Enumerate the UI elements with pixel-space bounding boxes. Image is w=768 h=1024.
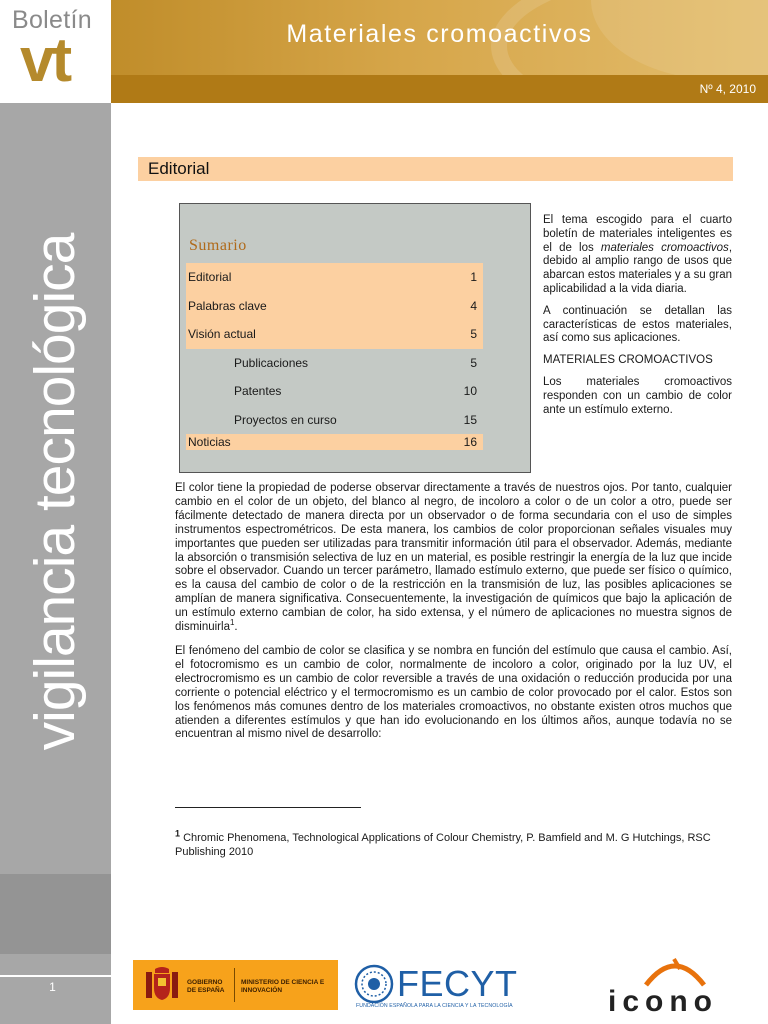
intro-text-end: , debido al amplio rango de usos que abarcan estos materiales y a su gran aplicabilidad a la vida diaria. — [543, 241, 733, 295]
body-paragraph-1 — [175, 482, 732, 635]
issue-bar — [111, 75, 768, 103]
issue-number: Nº 4, 2010 — [699, 82, 756, 96]
fecyt-logo — [354, 962, 524, 1012]
toc-page: 16 — [463, 435, 477, 449]
sidebar-vertical-title: vigilancia tecnológica — [23, 233, 87, 751]
toc-item-vision-actual[interactable] — [186, 320, 483, 349]
ministry-text: MINISTERIO DE CIENCIA E INNOVACIÓN — [241, 979, 325, 994]
page-number: 1 — [49, 980, 56, 994]
sidebar-band — [0, 874, 111, 954]
intro-paragraph — [543, 214, 732, 297]
subsection-heading: MATERIALES CROMOACTIVOS — [543, 354, 713, 367]
toc-label: Noticias — [188, 435, 231, 449]
icono-arc-icon — [640, 955, 710, 987]
toc-item-noticias[interactable] — [186, 434, 483, 450]
intro-emphasis: materiales cromoactivos — [600, 241, 729, 254]
intro-paragraph-2: A continuación se detallan las características de estos materiales, así como sus aplicaciones. — [543, 304, 732, 345]
toc-page: 10 — [463, 384, 477, 398]
toc-item-palabras-clave[interactable] — [186, 292, 483, 321]
toc-label: Visión actual — [188, 327, 256, 341]
body-paragraph-2: El fenómeno del cambio de color se clasifica y se nombra en función del estímulo que causa el cambio. Así, el fotocromismo es un cambio de color, normalmente de incoloro a color, originado por la luz UV, el electrocromismo es un cambio de color reversible a través de una oxidación o reducción producida por una corriente o potencial eléctrico y el termocromismo es un cambio de color provocado por el calor. Estos son los fenómenos más comunes dentro de los materiales cromoactivos, no obstante existen otros muchos que atienden a diferentes estímulos y que han ido evolucionando en los últimos años, aunque todavía no se encuentran al mismo nivel de desarrollo: — [175, 644, 732, 741]
table-of-contents — [186, 263, 483, 450]
footnote-divider — [175, 807, 361, 808]
definition-paragraph: Los materiales cromoactivos responden con un cambio de color ante un estímulo externo. — [543, 375, 732, 416]
section-title: Editorial — [148, 159, 210, 178]
toc-item-publicaciones[interactable] — [186, 349, 483, 378]
fecyt-seal-icon — [354, 964, 394, 1004]
toc-page: 5 — [470, 355, 477, 370]
section-heading — [138, 157, 733, 181]
boletin-vt-logo — [0, 0, 111, 103]
toc-label: Proyectos en curso — [234, 412, 337, 427]
footnote-text: Chromic Phenomena, Technological Applications of Colour Chemistry, P. Bamfield and M. G Hutchings, RSC Publishing 2010 — [175, 832, 711, 858]
fecyt-subtitle: FUNDACIÓN ESPAÑOLA PARA LA CIENCIA Y LA TECNOLOGÍA — [356, 1003, 513, 1009]
footnote-number: 1 — [175, 828, 181, 839]
toc-label: Publicaciones — [234, 355, 309, 370]
intro-text: El tema escogido para el cuarto boletín de materiales inteligentes es el de los — [543, 214, 732, 254]
fecyt-wordmark: FECYT — [397, 963, 518, 1004]
toc-page: 5 — [470, 327, 477, 341]
page-title: Materiales cromoactivos — [286, 20, 593, 48]
toc-item-patentes[interactable] — [186, 377, 483, 406]
body-text-1: El color tiene la propiedad de poderse observar directamente a través de nuestros ojos. Por tanto, cualquier cambio en el color de un objeto, del blanco al negro, de incoloro a color o de un color a otro, puede ser fácilmente detectado de manera directa por un observador o de forma secundaria con el uso de simples instrumentos espectrométricos. De esta manera, los cambios de color proporcionan señales visuales muy importantes que pueden ser utilizadas para transmitir información útil para el observador. Además, mediante la absorción o transmisión selectiva de luz en un material, es posible restringir la energía de la luz que incide sobre el observador. Cuando un tercer parámetro, llamado estímulo externo, que puede ser físico o químico, es la causa del cambio de color o de la restricción en la transmisión de luz, las posibles aplicaciones se amplían de manera significativa. Consecuentemente, la investigación de químicos que bajo la aplicación de un estímulo externo cambian de color, ha sido extensa, y el número de aplicaciones no muestra signos de disminuirla — [175, 482, 732, 634]
header-banner — [111, 0, 768, 75]
intro-column — [543, 214, 732, 425]
footnote — [175, 828, 732, 859]
toc-item-editorial[interactable] — [186, 263, 483, 292]
gobierno-espana-logo — [133, 960, 338, 1010]
sumario-box — [179, 203, 531, 473]
sumario-title: Sumario — [189, 237, 247, 254]
toc-page: 1 — [470, 270, 477, 284]
toc-page: 15 — [463, 412, 477, 427]
icono-wordmark: icono — [608, 985, 718, 1018]
logo-word: Boletín — [12, 6, 92, 34]
gov-text: GOBIERNO DE ESPAÑA — [187, 979, 225, 994]
body-text — [175, 482, 732, 752]
icono-logo — [606, 955, 731, 1020]
toc-label: Patentes — [234, 384, 282, 398]
gov-separator — [234, 968, 235, 1002]
footnote-ref[interactable]: 1 — [229, 618, 235, 628]
toc-page: 4 — [470, 298, 477, 313]
coat-of-arms-icon — [143, 966, 181, 1004]
toc-label: Palabras clave — [188, 298, 267, 313]
sidebar-divider — [0, 975, 111, 977]
logo-mark: vt — [20, 26, 70, 95]
toc-label: Editorial — [188, 270, 232, 284]
toc-item-proyectos[interactable] — [186, 406, 483, 435]
body-text-1-end: . — [234, 621, 238, 634]
